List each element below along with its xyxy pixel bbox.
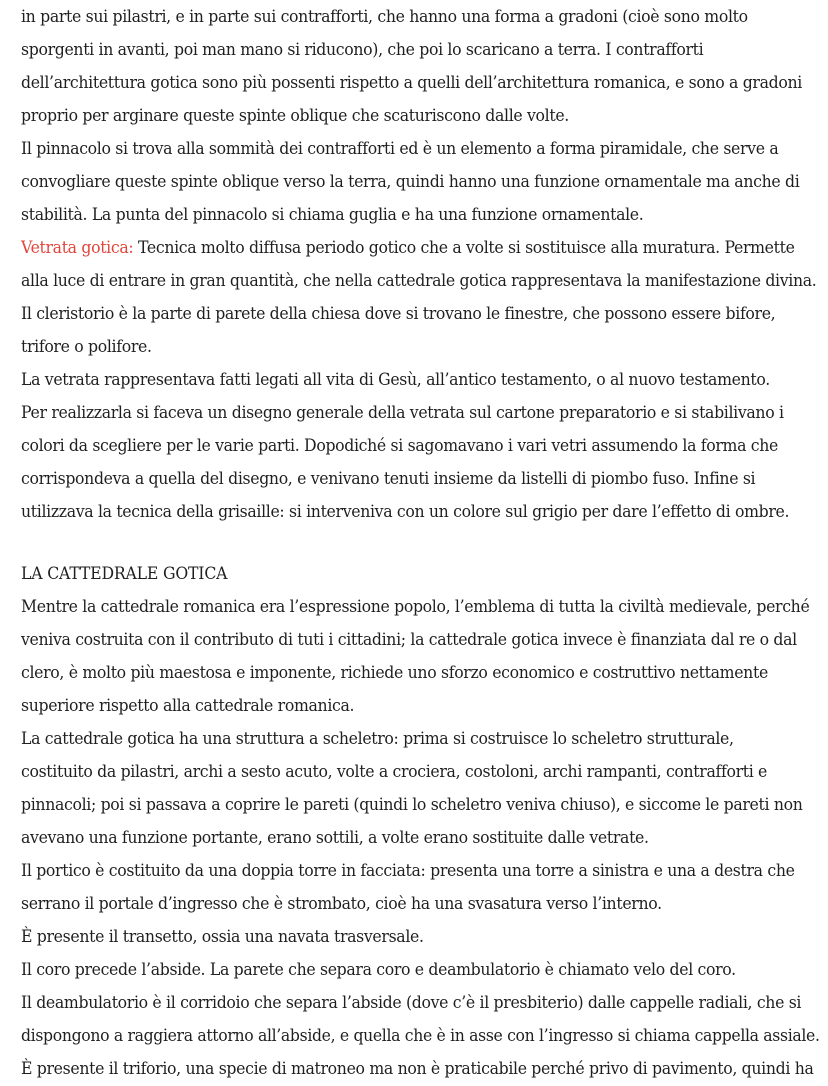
text-line: Il deambulatorio è il corridoio che separa l’abside (dove c’è il presbiterio) dalle cappelle radiali, che si xyxy=(21,993,802,1012)
text-line: stabilità. La punta del pinnacolo si chiama guglia e ha una funzione ornamentale. xyxy=(21,205,644,224)
text-line: convogliare queste spinte oblique verso la terra, quindi hanno una funzione ornamentale ma anche di xyxy=(21,172,800,191)
text-line: dell’architettura gotica sono più possenti rispetto a quelli dell’architettura romanica, e sono a gradoni xyxy=(21,73,802,92)
text-line: in parte sui pilastri, e in parte sui contrafforti, che hanno una forma a gradoni (cioè sono molto xyxy=(21,7,748,26)
text-line: utilizzava la tecnica della grisaille: si interveniva con un colore sul grigio per dare l’effetto di ombre. xyxy=(21,502,790,521)
section-heading: LA CATTEDRALE GOTICA xyxy=(21,564,228,583)
text-line: Il portico è costituito da una doppia torre in facciata: presenta una torre a sinistra e una a destra che xyxy=(21,861,795,880)
text-line: proprio per arginare queste spinte oblique che scaturiscono dalle volte. xyxy=(21,106,569,125)
text-line: Il cleristorio è la parte di parete della chiesa dove si trovano le finestre, che possono essere bifore, xyxy=(21,304,776,323)
text-line: È presente il triforio, una specie di matroneo ma non è praticabile perché privo di pavimento, quindi ha xyxy=(21,1059,814,1078)
text-line: superiore rispetto alla cattedrale romanica. xyxy=(21,696,355,715)
text-line: Mentre la cattedrale romanica era l’espressione popolo, l’emblema di tutta la civiltà medievale, perché xyxy=(21,597,810,616)
text-line: pinnacoli; poi si passava a coprire le pareti (quindi lo scheletro veniva chiuso), e siccome le pareti non xyxy=(21,795,803,814)
text-line: avevano una funzione portante, erano sottili, a volte erano sostituite dalle vetrate. xyxy=(21,828,649,847)
text-line: veniva costruita con il contributo di tuti i cittadini; la cattedrale gotica invece è finanziata dal re o dal xyxy=(21,630,797,649)
text-line: clero, è molto più maestosa e imponente, richiede uno sforzo economico e costruttivo nettamente xyxy=(21,663,768,682)
text-line: trifore o polifore. xyxy=(21,337,152,356)
text-line: sporgenti in avanti, poi man mano si riducono), che poi lo scaricano a terra. I contrafforti xyxy=(21,40,704,59)
text-line: costituito da pilastri, archi a sesto acuto, volte a crociera, costoloni, archi rampanti, contrafforti e xyxy=(21,762,768,781)
text-line: Il coro precede l’abside. La parete che separa coro e deambulatorio è chiamato velo del coro. xyxy=(21,960,736,979)
text-line: La vetrata rappresentava fatti legati all vita di Gesù, all’antico testamento, o al nuovo testamento. xyxy=(21,370,770,389)
text-line: serrano il portale d’ingresso che è strombato, cioè ha una svasatura verso l’interno. xyxy=(21,894,662,913)
text-segment: Tecnica molto diffusa periodo gotico che a volte si sostituisce alla muratura. Permette xyxy=(133,238,795,257)
text-line: dispongono a raggiera attorno all’abside, e quella che è in asse con l’ingresso si chiama cappella assiale. xyxy=(21,1026,820,1045)
text-line: alla luce di entrare in gran quantità, che nella cattedrale gotica rappresentava la manifestazione divina. xyxy=(21,271,817,290)
text-line-vetrata xyxy=(21,237,795,259)
text-line: La cattedrale gotica ha una struttura a scheletro: prima si costruisce lo scheletro strutturale, xyxy=(21,729,734,748)
text-line: È presente il transetto, ossia una navata trasversale. xyxy=(21,927,424,946)
text-line: Per realizzarla si faceva un disegno generale della vetrata sul cartone preparatorio e si stabilivano i xyxy=(21,403,784,422)
text-line: corrispondeva a quella del disegno, e venivano tenuti insieme da listelli di piombo fuso. Infine si xyxy=(21,469,756,488)
text-line: Il pinnacolo si trova alla sommità dei contrafforti ed è un elemento a forma piramidale, che serve a xyxy=(21,139,779,158)
term-vetrata-gotica: Vetrata gotica: xyxy=(21,238,134,257)
text-line: colori da scegliere per le varie parti. Dopodiché si sagomavano i vari vetri assumendo la forma che xyxy=(21,436,779,455)
